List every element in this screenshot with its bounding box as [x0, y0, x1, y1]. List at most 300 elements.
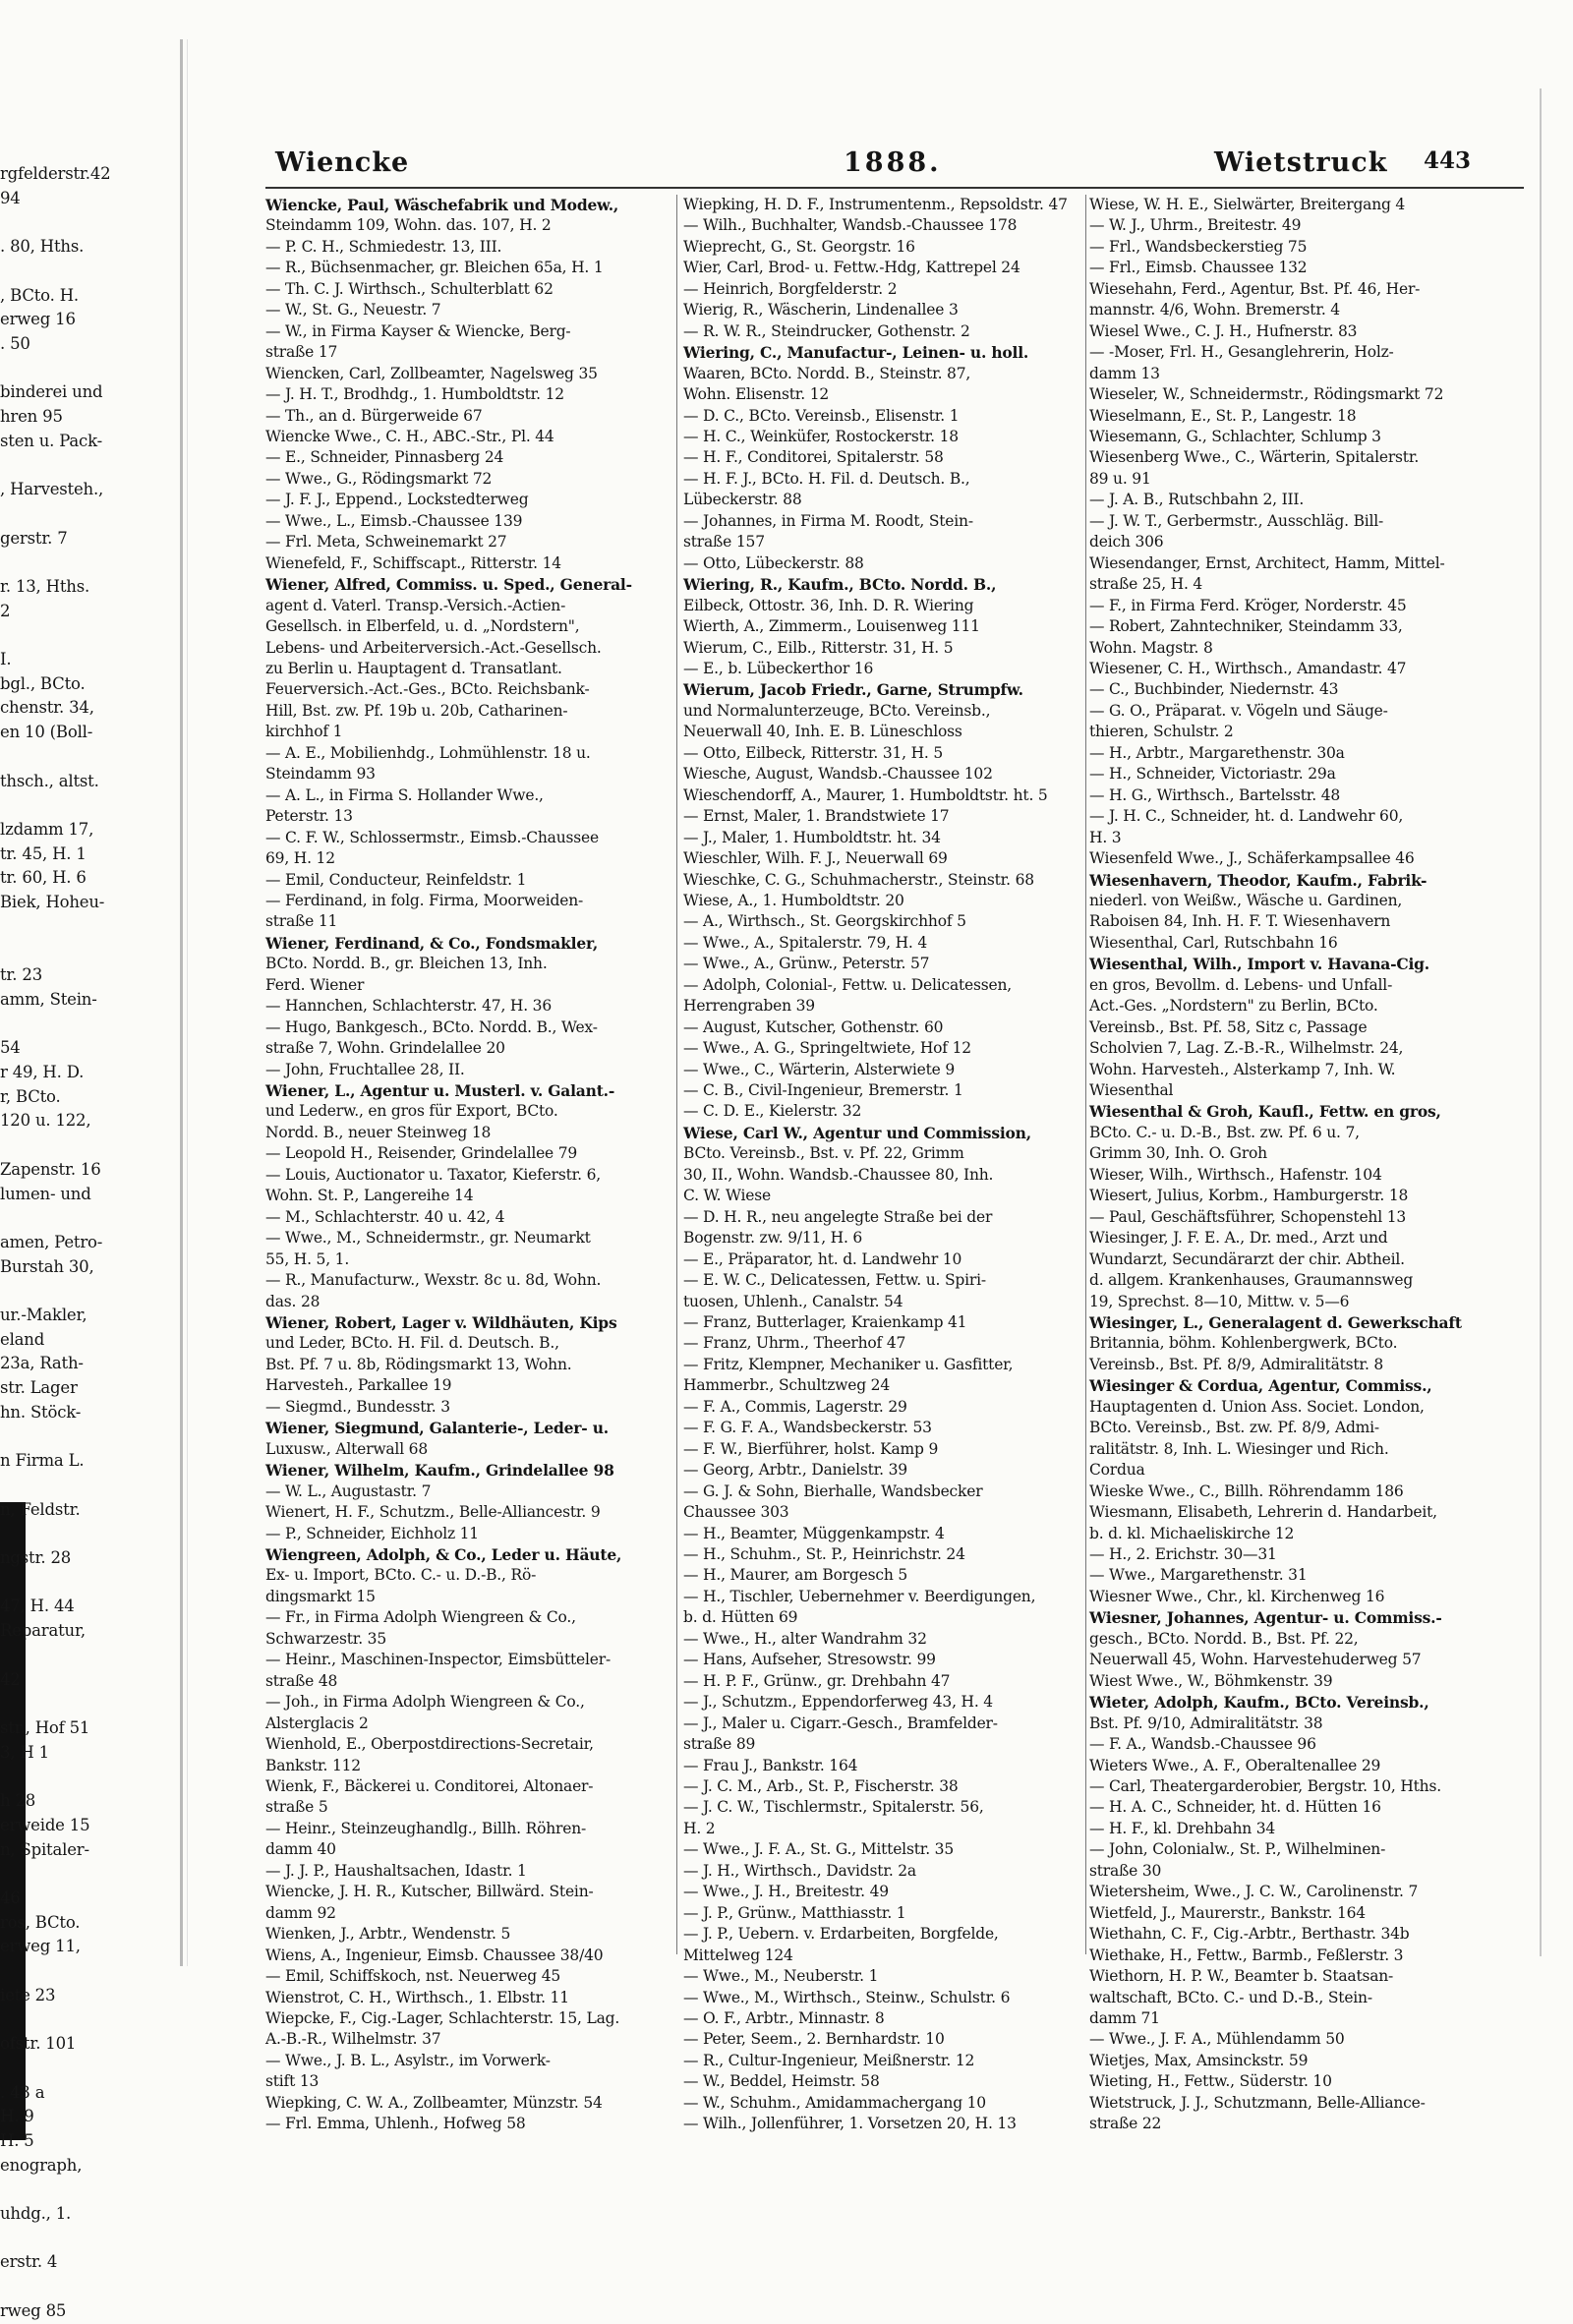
directory-entry-line: — W., St. G., Neuestr. 7 — [265, 301, 441, 320]
fragment-line: Burstah 30, — [0, 1256, 94, 1276]
fragment-line: r, BCto. — [0, 1086, 61, 1106]
directory-entry-line: — H. A. C., Schneider, ht. d. Hütten 16 — [1089, 1798, 1381, 1817]
directory-entry-line: BCto. Nordd. B., gr. Bleichen 13, Inh. — [265, 955, 548, 973]
directory-entry-line: Wienstrot, C. H., Wirthsch., 1. Elbstr. 11 — [265, 1988, 569, 2006]
directory-entry-line: Hill, Bst. zw. Pf. 19b u. 20b, Catharinen- — [265, 701, 568, 720]
directory-entry-line: — Frau J., Bankstr. 164 — [683, 1756, 858, 1774]
fragment-line: erstr. 4 — [0, 2252, 58, 2272]
fragment-line: tr. 60, H. 6 — [0, 868, 87, 888]
directory-entry-line: — Hugo, Bankgesch., BCto. Nordd. B., Wex- — [265, 1017, 598, 1036]
directory-entry-line: Wietjes, Max, Amsinckstr. 59 — [1089, 2051, 1309, 2069]
directory-entry-line: BCto. C.- u. D.-B., Bst. zw. Pf. 6 u. 7, — [1089, 1123, 1360, 1141]
directory-entry-line: — E. W. C., Delicatessen, Fettw. u. Spiri- — [683, 1271, 986, 1290]
fragment-line: binderei und — [0, 382, 103, 402]
directory-column-3 — [1089, 195, 1528, 2135]
directory-entry-line: thieren, Schulstr. 2 — [1089, 723, 1234, 741]
directory-entry-line: Peterstr. 13 — [265, 807, 353, 826]
directory-entry-line: — Otto, Eilbeck, Ritterstr. 31, H. 5 — [683, 743, 944, 762]
page-binding-edge — [187, 39, 188, 1966]
directory-entry-line: Feuerversich.-Act.-Ges., BCto. Reichsbank- — [265, 680, 590, 699]
fragment-line — [0, 1474, 167, 1498]
directory-entry-line: — G. J. & Sohn, Bierhalle, Wandsbecker — [683, 1482, 983, 1500]
directory-entry-line: Scholvien 7, Lag. Z.-B.-R., Wilhelmstr. 24, — [1089, 1039, 1404, 1058]
directory-entry-line: — Siegmd., Bundesstr. 3 — [265, 1397, 450, 1416]
directory-entry-line: — Frl., Wandsbeckerstieg 75 — [1089, 237, 1308, 256]
fragment-line: n Firma L. — [0, 1451, 85, 1471]
directory-entry-line: — Georg, Arbtr., Danielstr. 39 — [683, 1461, 907, 1480]
fragment-line: gerstr. 7 — [0, 528, 68, 548]
fragment-line — [0, 1692, 167, 1716]
directory-entry-line: Steindamm 93 — [265, 765, 376, 784]
directory-entry-line: straße 30 — [1089, 1861, 1162, 1880]
directory-entry-line: — Th., an d. Bürgerweide 67 — [265, 406, 483, 425]
directory-entry-line: Cordua — [1089, 1461, 1145, 1480]
directory-entry-line: Bankstr. 112 — [265, 1756, 361, 1774]
directory-entry-line: — H. F. J., BCto. H. Fil. d. Deutsch. B., — [683, 469, 970, 488]
directory-entry-line: Mittelweg 124 — [683, 1946, 793, 1964]
directory-entry-line: Grimm 30, Inh. O. Groh — [1089, 1144, 1267, 1163]
directory-entry-line: Wohn. Magstr. 8 — [1089, 638, 1213, 657]
directory-entry-line: Gesellsch. in Elberfeld, u. d. „Nordstern", — [265, 617, 580, 636]
directory-entry-line: zu Berlin u. Hauptagent d. Transatlant. — [265, 659, 562, 677]
column-divider — [676, 195, 677, 1954]
directory-entry-line: Wiesinger & Cordua, Agentur, Commiss., — [1089, 1376, 1432, 1396]
directory-entry-line: — Emil, Conducteur, Reinfeldstr. 1 — [265, 870, 527, 889]
directory-entry-line: — Wilh., Jollenführer, 1. Vorsetzen 20, H. 13 — [683, 2115, 1017, 2133]
directory-entry-line: — Wilh., Buchhalter, Wandsb.-Chaussee 178 — [683, 216, 1018, 235]
fragment-line: 42 — [0, 1669, 21, 1689]
directory-entry-line: Neuerwall 40, Inh. E. B. Lüneschloss — [683, 723, 962, 741]
fragment-line: 94 — [0, 188, 21, 207]
directory-entry-line: — C. F. W., Schlossermstr., Eimsb.-Chaussee — [265, 828, 599, 846]
fragment-line: H. 9 — [0, 2107, 34, 2126]
directory-entry-line: gesch., BCto. Nordd. B., Bst. Pf. 22, — [1089, 1629, 1359, 1648]
directory-entry-line: — J. H. C., Schneider, ht. d. Landwehr 60, — [1089, 807, 1404, 826]
directory-entry-line: — H., Beamter, Müggenkampstr. 4 — [683, 1524, 945, 1542]
directory-entry-line: — Heinr., Maschinen-Inspector, Eimsbütteler- — [265, 1651, 611, 1669]
directory-entry-line: — Frl. Emma, Uhlenh., Hofweg 58 — [265, 2115, 526, 2133]
directory-entry-line: Ex- u. Import, BCto. C.- u. D.-B., Rö- — [265, 1566, 537, 1585]
directory-entry-line: Luxusw., Alterwall 68 — [265, 1439, 428, 1458]
directory-entry-line: Wiepking, H. D. F., Instrumentenm., Repsoldstr. 47 — [683, 196, 1068, 213]
directory-entry-line: Wiesemann, G., Schlachter, Schlump 3 — [1089, 427, 1381, 445]
directory-entry-line: — C. D. E., Kielerstr. 32 — [683, 1102, 862, 1121]
directory-entry-line: Wiesert, Julius, Korbm., Hamburgerstr. 18 — [1089, 1187, 1409, 1205]
fragment-line: r. 13, Hths. — [0, 576, 90, 596]
fragment-line — [0, 260, 167, 284]
directory-entry-line: — J. P., Grünw., Matthiasstr. 1 — [683, 1903, 906, 1922]
directory-entry-line: mannstr. 4/6, Wohn. Bremerstr. 4 — [1089, 301, 1340, 320]
directory-entry-line: — H. C., Weinküfer, Rostockerstr. 18 — [683, 427, 959, 445]
directory-entry-line: — Wwe., M., Neuberstr. 1 — [683, 1967, 879, 1986]
directory-entry-line: — Peter, Seem., 2. Bernhardstr. 10 — [683, 2030, 945, 2049]
directory-entry-line: — H., Maurer, am Borgesch 5 — [683, 1566, 908, 1585]
directory-entry-line: Wier, Carl, Brod- u. Fettw.-Hdg, Kattrepel 24 — [683, 259, 1020, 277]
directory-entry-line: waltschaft, BCto. C.- und D.-B., Stein- — [1089, 1988, 1372, 2006]
fragment-line: I. — [0, 650, 12, 669]
directory-entry-line: Vereinsb., Bst. Pf. 58, Sitz c, Passage — [1089, 1017, 1368, 1036]
directory-entry-line: — H. F., Conditorei, Spitalerstr. 58 — [683, 448, 944, 467]
directory-entry-line: C. W. Wiese — [683, 1187, 771, 1205]
directory-entry-line: — J. H., Wirthsch., Davidstr. 2a — [683, 1861, 916, 1880]
fragment-line: enograph, — [0, 2155, 83, 2175]
directory-entry-line: — J. J. P., Haushaltsachen, Idastr. 1 — [265, 1861, 527, 1880]
directory-entry-line: deich 306 — [1089, 533, 1164, 552]
directory-entry-line: Wiesenthal, Wilh., Import v. Havana-Cig. — [1089, 955, 1429, 974]
directory-entry-line: kirchhof 1 — [265, 723, 343, 741]
directory-entry-line: Wiesinger, J. F. E. A., Dr. med., Arzt und — [1089, 1229, 1388, 1248]
fragment-line — [0, 210, 167, 235]
directory-entry-line: — J. F. J., Eppend., Lockstedterweg — [265, 491, 529, 509]
directory-entry-line: — Wwe., J. B. L., Asylstr., im Vorwerk- — [265, 2051, 551, 2069]
directory-entry-line: — J. C. M., Arb., St. P., Fischerstr. 38 — [683, 1776, 959, 1795]
directory-entry-line: — F. A., Wandsb.-Chaussee 96 — [1089, 1735, 1316, 1754]
directory-entry-line: — Heinr., Steinzeughandlg., Billh. Röhren- — [265, 1819, 587, 1837]
directory-entry-line: Wiener, Robert, Lager v. Wildhäuten, Kips — [265, 1313, 617, 1333]
fragment-line — [0, 1133, 167, 1158]
directory-entry-line: — M., Schlachterstr. 40 u. 42, 4 — [265, 1207, 505, 1226]
fragment-line — [0, 2275, 167, 2299]
page-number: 443 — [1424, 147, 1472, 174]
directory-entry-line: Wiepcke, F., Cig.-Lager, Schlachterstr. 15, Lag. — [265, 2008, 620, 2027]
fragment-line: lzdamm 17, — [0, 819, 94, 839]
directory-entry-line: Wiesenberg Wwe., C., Wärterin, Spitalerstr. — [1089, 448, 1420, 467]
fragment-line: . 43 a — [0, 2082, 45, 2102]
directory-entry-line: — Carl, Theatergarderobier, Bergstr. 10, Hths. — [1089, 1776, 1441, 1795]
directory-entry-line: — R. W. R., Steindrucker, Gothenstr. 2 — [683, 321, 970, 340]
directory-entry-line: — J., Maler u. Cigarr.-Gesch., Bramfelder- — [683, 1714, 998, 1732]
directory-entry-line: — W., in Firma Kayser & Wiencke, Berg- — [265, 321, 571, 340]
directory-entry-line: 30, II., Wohn. Wandsb.-Chaussee 80, Inh. — [683, 1165, 994, 1184]
fragment-line: 23a, Rath- — [0, 1354, 84, 1373]
directory-entry-line: d. allgem. Krankenhauses, Graumannsweg — [1089, 1271, 1414, 1290]
directory-entry-line: Wiesner, Johannes, Agentur- u. Commiss.- — [1089, 1608, 1442, 1628]
directory-entry-line: Wiencke, Paul, Wäschefabrik und Modew., — [265, 196, 619, 214]
directory-entry-line: — R., Manufacturw., Wexstr. 8c u. 8d, Wohn. — [265, 1271, 602, 1290]
directory-entry-line: — P. C. H., Schmiedestr. 13, III. — [265, 237, 502, 256]
directory-entry-line: Wiesehahn, Ferd., Agentur, Bst. Pf. 46, Her- — [1089, 279, 1421, 298]
directory-entry-line: — J. A. B., Rutschbahn 2, III. — [1089, 491, 1305, 509]
directory-entry-line: Wieske Wwe., C., Billh. Röhrendamm 186 — [1089, 1482, 1404, 1500]
directory-entry-line: damm 13 — [1089, 364, 1160, 382]
directory-entry-line: — J. C. W., Tischlermstr., Spitalerstr. 56, — [683, 1798, 984, 1817]
directory-entry-line: Wiepking, C. W. A., Zollbeamter, Münzstr. 54 — [265, 2093, 603, 2112]
directory-entry-line: Wieseler, W., Schneidermstr., Rödingsmarkt 72 — [1089, 385, 1444, 404]
directory-entry-line: — H., Schuhm., St. P., Heinrichstr. 24 — [683, 1545, 965, 1563]
directory-entry-line: Wiesenthal, Carl, Rutschbahn 16 — [1089, 933, 1338, 952]
directory-entry-line: Wiesenthal & Groh, Kaufl., Fettw. en gros, — [1089, 1102, 1441, 1122]
directory-entry-line: Wieser, Wilh., Wirthsch., Hafenstr. 104 — [1089, 1165, 1382, 1184]
directory-entry-line: — John, Colonialw., St. P., Wilhelminen- — [1089, 1840, 1386, 1859]
directory-entry-line: 69, H. 12 — [265, 849, 335, 868]
directory-entry-line: Waaren, BCto. Nordd. B., Steinstr. 87, — [683, 364, 971, 382]
directory-entry-line: — H., Tischler, Uebernehmer v. Beerdigungen, — [683, 1587, 1036, 1605]
directory-entry-line: — Robert, Zahntechniker, Steindamm 33, — [1089, 617, 1403, 636]
fragment-line: bgl., BCto. — [0, 673, 86, 693]
directory-entry-line: — Franz, Butterlager, Kraienkamp 41 — [683, 1313, 967, 1332]
directory-entry-line: — W., Schuhm., Amidammachergang 10 — [683, 2093, 986, 2112]
directory-entry-line: — Louis, Auctionator u. Taxator, Kieferstr. 6, — [265, 1165, 601, 1184]
fragment-line: amm, Stein- — [0, 989, 97, 1009]
fragment-line: str. Lager — [0, 1378, 78, 1398]
directory-entry-line: Wiese, A., 1. Humboldtstr. 20 — [683, 891, 904, 909]
directory-entry-line: 55, H. 5, 1. — [265, 1249, 350, 1268]
fragment-line: uhdg., 1. — [0, 2204, 72, 2224]
directory-entry-line: Wietfeld, J., Maurerstr., Bankstr. 164 — [1089, 1903, 1366, 1922]
fragment-line: erweg 16 — [0, 310, 76, 329]
directory-entry-line: Wiencken, Carl, Zollbeamter, Nagelsweg 35 — [265, 364, 598, 382]
directory-entry-line: — Fr., in Firma Adolph Wiengreen & Co., — [265, 1608, 576, 1627]
directory-entry-line: Wieting, H., Fettw., Süderstr. 10 — [1089, 2072, 1332, 2091]
header-rule — [265, 187, 1524, 189]
directory-entry-line: — H. P. F., Grünw., gr. Drehbahn 47 — [683, 1671, 951, 1690]
fragment-line: str., Hof 51 — [0, 1718, 90, 1737]
directory-entry-line: — Frl., Eimsb. Chaussee 132 — [1089, 259, 1308, 277]
directory-entry-line: — -Moser, Frl. H., Gesanglehrerin, Holz- — [1089, 343, 1394, 362]
directory-entry-line: — Wwe., J. H., Breitestr. 49 — [683, 1883, 889, 1901]
fragment-line: , Harvesteh., — [0, 480, 104, 499]
directory-entry-line: — Wwe., A., Grünw., Peterstr. 57 — [683, 955, 930, 973]
directory-entry-line: stift 13 — [265, 2072, 320, 2091]
directory-entry-line: und Lederw., en gros für Export, BCto. — [265, 1102, 558, 1121]
directory-entry-line: Neuerwall 45, Wohn. Harvestehuderweg 57 — [1089, 1651, 1422, 1669]
directory-entry-line: b. d. kl. Michaeliskirche 12 — [1089, 1524, 1295, 1542]
directory-entry-line: — D. C., BCto. Vereinsb., Elisenstr. 1 — [683, 406, 960, 425]
directory-entry-line: Wierum, C., Eilb., Ritterstr. 31, H. 5 — [683, 638, 954, 657]
fragment-line — [0, 2227, 167, 2251]
directory-entry-line: Wiesche, August, Wandsb.-Chaussee 102 — [683, 765, 993, 784]
directory-entry-line: — Wwe., M., Schneidermstr., gr. Neumarkt — [265, 1229, 591, 1248]
directory-entry-line: Alsterglacis 2 — [265, 1714, 369, 1732]
directory-entry-line: Harvesteh., Parkallee 19 — [265, 1376, 452, 1395]
directory-column-2 — [683, 195, 1084, 2135]
fragment-line — [0, 2007, 167, 2032]
fragment-line: . 50 — [0, 333, 30, 353]
directory-entry-line: Act.-Ges. „Nordstern" zu Berlin, BCto. — [1089, 997, 1378, 1016]
directory-entry-line: — E., Präparator, ht. d. Landwehr 10 — [683, 1249, 962, 1268]
fragment-line — [0, 793, 167, 818]
fragment-line: . 80, Hths. — [0, 237, 85, 257]
directory-entry-line: — W. L., Augustastr. 7 — [265, 1482, 432, 1500]
directory-entry-line: Wiethorn, H. P. W., Beamter b. Staatsan- — [1089, 1967, 1394, 1986]
directory-entry-line: Wiener, Ferdinand, & Co., Fondsmakler, — [265, 933, 599, 953]
directory-entry-line: — Wwe., Margarethenstr. 31 — [1089, 1566, 1308, 1585]
fragment-line: Biek, Hoheu- — [0, 893, 105, 912]
directory-entry-line: Wiengreen, Adolph, & Co., Leder u. Häute, — [265, 1545, 622, 1564]
fragment-line: 47, H. 44 — [0, 1597, 75, 1616]
directory-entry-line: damm 71 — [1089, 2008, 1160, 2027]
fragment-line — [0, 502, 167, 527]
directory-entry-line: dingsmarkt 15 — [265, 1587, 376, 1605]
directory-entry-line: Herrengraben 39 — [683, 997, 815, 1016]
directory-entry-line: — F., in Firma Ferd. Kröger, Norderstr. 45 — [1089, 596, 1407, 614]
directory-entry-line: Wiesner Wwe., Chr., kl. Kirchenweg 16 — [1089, 1587, 1385, 1605]
directory-entry-line: Wienert, H. F., Schutzm., Belle-Alliancestr. 9 — [265, 1503, 601, 1522]
directory-entry-line: — Wwe., A. G., Springeltwiete, Hof 12 — [683, 1039, 971, 1058]
fragment-line: iete 23 — [0, 1985, 56, 2004]
directory-entry-line: Wiesendanger, Ernst, Architect, Hamm, Mittel- — [1089, 553, 1445, 572]
directory-entry-line: — Wwe., J. F. A., St. G., Mittelstr. 35 — [683, 1840, 955, 1859]
directory-entry-line: Wienken, J., Arbtr., Wendenstr. 5 — [265, 1925, 511, 1944]
directory-entry-line: Wiering, C., Manufactur-, Leinen- u. holl. — [683, 343, 1029, 363]
directory-entry-line: Wierum, Jacob Friedr., Garne, Strumpfw. — [683, 680, 1023, 700]
directory-entry-line: 89 u. 91 — [1089, 469, 1151, 488]
fragment-line: Reparatur, — [0, 1621, 86, 1641]
directory-entry-line: Wiesinger, L., Generalagent d. Gewerkschaft — [1089, 1313, 1462, 1333]
directory-entry-line: — Wwe., M., Wirthsch., Steinw., Schulstr. 6 — [683, 1988, 1011, 2006]
directory-entry-line: BCto. Vereinsb., Bst. v. Pf. 22, Grimm — [683, 1144, 964, 1163]
directory-entry-line: — F. W., Bierführer, holst. Kamp 9 — [683, 1439, 939, 1458]
directory-entry-line: Wiener, Wilhelm, Kaufm., Grindelallee 98 — [265, 1461, 614, 1481]
directory-entry-line: Wundarzt, Secundärarzt der chir. Abtheil. — [1089, 1249, 1405, 1268]
directory-entry-line: Wiencke Wwe., C. H., ABC.-Str., Pl. 44 — [265, 427, 554, 445]
fragment-line — [0, 623, 167, 648]
fragment-line — [0, 1862, 167, 1887]
fragment-line: eland — [0, 1329, 45, 1349]
directory-entry-line: — Ferdinand, in folg. Firma, Moorweiden- — [265, 891, 584, 909]
fragment-line: tr. 23 — [0, 965, 42, 985]
directory-entry-line: — Leopold H., Reisender, Grindelallee 79 — [265, 1144, 578, 1163]
directory-entry-line: Wienk, F., Bäckerei u. Conditorei, Altonaer- — [265, 1776, 594, 1795]
directory-entry-line: — Wwe., H., alter Wandrahm 32 — [683, 1629, 927, 1648]
directory-entry-line: — R., Cultur-Ingenieur, Meißnerstr. 12 — [683, 2051, 975, 2069]
directory-entry-line: straße 48 — [265, 1671, 338, 1690]
directory-entry-line: — H. F., kl. Drehbahn 34 — [1089, 1819, 1276, 1837]
directory-entry-line: Wiener, L., Agentur u. Musterl. v. Galant.- — [265, 1081, 615, 1101]
directory-entry-line: Wiesenthal — [1089, 1081, 1174, 1100]
fragment-line: 2 — [0, 601, 11, 620]
directory-entry-line: — Paul, Geschäftsführer, Schopenstehl 13 — [1089, 1207, 1407, 1226]
fragment-line: hn. Stöck- — [0, 1402, 82, 1422]
directory-entry-line: Wieprecht, G., St. Georgstr. 16 — [683, 237, 915, 256]
directory-entry-line: — John, Fruchtallee 28, II. — [265, 1060, 465, 1078]
directory-entry-line: Bst. Pf. 7 u. 8b, Rödingsmarkt 13, Wohn. — [265, 1355, 572, 1373]
directory-entry-line: — Frl. Meta, Schweinemarkt 27 — [265, 533, 507, 552]
fragment-line — [0, 1013, 167, 1037]
fragment-line — [0, 1425, 167, 1450]
directory-entry-line: — F. A., Commis, Lagerstr. 29 — [683, 1397, 907, 1416]
fragment-line: lumen- und — [0, 1184, 91, 1203]
directory-entry-line: straße 11 — [265, 912, 338, 931]
directory-entry-line: — Emil, Schiffskoch, nst. Neuerweg 45 — [265, 1967, 561, 1986]
directory-entry-line: A.-B.-R., Wilhelmstr. 37 — [265, 2030, 441, 2049]
directory-entry-line: — Wwe., J. F. A., Mühlendamm 50 — [1089, 2030, 1345, 2049]
fragment-line — [0, 1522, 167, 1546]
directory-entry-line: — A. L., in Firma S. Hollander Wwe., — [265, 785, 544, 804]
fragment-line: sten u. Pack- — [0, 431, 102, 450]
directory-entry-line: — Fritz, Klempner, Mechaniker u. Gasfitter, — [683, 1355, 1014, 1373]
directory-entry-line: Wiener, Siegmund, Galanterie-, Leder- u. — [265, 1419, 609, 1438]
directory-entry-line: Wiesener, C. H., Wirthsch., Amandastr. 47 — [1089, 659, 1407, 677]
directory-entry-line: — J., Schutzm., Eppendorferweg 43, H. 4 — [683, 1693, 993, 1712]
directory-entry-line: — H., Arbtr., Margarethenstr. 30a — [1089, 743, 1345, 762]
directory-entry-line: — Franz, Uhrm., Theerhof 47 — [683, 1334, 906, 1353]
fragment-line: r 49, H. D. — [0, 1063, 85, 1082]
fragment-line: 3, H 1 — [0, 1742, 49, 1762]
fragment-line: H. 5 — [0, 2130, 34, 2150]
directory-entry-line: — Adolph, Colonial-, Fettw. u. Delicatessen, — [683, 975, 1012, 994]
fragment-line — [0, 1765, 167, 1789]
directory-entry-line: straße 17 — [265, 343, 338, 362]
fragment-line — [0, 357, 167, 381]
directory-entry-line: — C., Buchbinder, Niedernstr. 43 — [1089, 680, 1339, 699]
directory-entry-line: tuosen, Uhlenh., Canalstr. 54 — [683, 1292, 903, 1310]
directory-entry-line: Wiesenfeld Wwe., J., Schäferkampsallee 46 — [1089, 849, 1415, 868]
directory-entry-line: — Ernst, Maler, 1. Brandstwiete 17 — [683, 807, 950, 826]
directory-entry-line: Wieselmann, E., St. P., Langestr. 18 — [1089, 406, 1357, 425]
fragment-line: ofstr. 101 — [0, 2034, 77, 2054]
fragment-line: tr. 45, H. 1 — [0, 843, 87, 863]
page-binding — [180, 39, 183, 1966]
directory-entry-line: — R., Büchsenmacher, gr. Bleichen 65a, H. 1 — [265, 259, 604, 277]
directory-entry-line: Vereinsb., Bst. Pf. 8/9, Admiralitätstr. 8 — [1089, 1355, 1384, 1373]
directory-entry-line: Wieschendorff, A., Maurer, 1. Humboldtstr. ht. 5 — [683, 785, 1048, 804]
directory-entry-line: — Wwe., L., Eimsb.-Chaussee 139 — [265, 511, 523, 530]
fragment-line: , BCto. H. — [0, 285, 79, 305]
fragment-line — [0, 1279, 167, 1304]
directory-entry-line: Wieschke, C. G., Schuhmacherstr., Steinstr. 68 — [683, 870, 1034, 889]
running-head-right: Wietstruck — [1214, 147, 1388, 178]
directory-entry-line: Wiese, W. H. E., Sielwärter, Breitergang 4 — [1089, 196, 1406, 213]
directory-entry-line: und Normalunterzeuge, BCto. Vereinsb., — [683, 701, 991, 720]
directory-entry-line: Wieschler, Wilh. F. J., Neuerwall 69 — [683, 849, 948, 868]
directory-entry-line: Bogenstr. zw. 9/11, H. 6 — [683, 1229, 863, 1248]
directory-entry-line: Wietstruck, J. J., Schutzmann, Belle-Alliance- — [1089, 2093, 1426, 2112]
fragment-line: rweg 85 — [0, 2300, 67, 2320]
directory-entry-line: Wierth, A., Zimmerm., Louisenweg 111 — [683, 617, 980, 636]
page-edge — [1540, 88, 1542, 1956]
fragment-line: rgfelderstr.42 — [0, 164, 111, 183]
directory-entry-line: Wiese, Carl W., Agentur und Commission, — [683, 1123, 1031, 1142]
directory-entry-line: — J. H. T., Brodhdg., 1. Humboldtstr. 12 — [265, 385, 564, 404]
column-divider — [1085, 195, 1086, 1954]
directory-entry-line: straße 7, Wohn. Grindelallee 20 — [265, 1039, 505, 1058]
directory-entry-line: Wienefeld, F., Schiffscapt., Ritterstr. 14 — [265, 553, 561, 572]
fragment-line: en 10 (Boll- — [0, 723, 93, 742]
running-head-left: Wiencke — [275, 147, 410, 178]
fragment-line: ngstr. 28 — [0, 1548, 72, 1568]
directory-entry-line: straße 89 — [683, 1735, 756, 1754]
fragment-line: 46 — [0, 1888, 21, 1907]
directory-entry-line: Wieter, Adolph, Kaufm., BCto. Vereinsb., — [1089, 1693, 1429, 1713]
directory-entry-line: — Th. C. J. Wirthsch., Schulterblatt 62 — [265, 279, 553, 298]
directory-entry-line: — E., Schneider, Pinnasberg 24 — [265, 448, 504, 467]
fragment-line: hren 95 — [0, 407, 63, 427]
directory-entry-line: Nordd. B., neuer Steinweg 18 — [265, 1123, 492, 1141]
directory-entry-line: Wietersheim, Wwe., J. C. W., Carolinenstr. 7 — [1089, 1883, 1419, 1901]
fragment-line: 120 u. 122, — [0, 1111, 91, 1131]
fragment-line — [0, 2178, 167, 2202]
directory-entry-line: — D. H. R., neu angelegte Straße bei der — [683, 1207, 993, 1226]
fragment-line: 54 — [0, 1038, 21, 1058]
directory-entry-line: — C. B., Civil-Ingenieur, Bremerstr. 1 — [683, 1081, 963, 1100]
fragment-line: ur.-Makler, — [0, 1306, 87, 1325]
fragment-line — [0, 1206, 167, 1231]
directory-entry-line: Wierig, R., Wäscherin, Lindenallee 3 — [683, 301, 959, 320]
directory-entry-line: — A., Wirthsch., St. Georgskirchhof 5 — [683, 912, 966, 931]
directory-entry-line: — F. G. F. A., Wandsbeckerstr. 53 — [683, 1419, 932, 1437]
directory-entry-line: — Wwe., A., Spitalerstr. 79, H. 4 — [683, 933, 928, 952]
directory-entry-line: straße 22 — [1089, 2115, 1162, 2133]
fragment-line: n, Spitaler- — [0, 1839, 89, 1859]
directory-entry-line: — J. W. T., Gerbermstr., Ausschläg. Bill- — [1089, 511, 1384, 530]
directory-entry-line: Chaussee 303 — [683, 1503, 789, 1522]
directory-entry-line: Wiens, A., Ingenieur, Eimsb. Chaussee 38/40 — [265, 1946, 604, 1964]
directory-entry-line: Lebens- und Arbeiterversich.-Act.-Gesellsch. — [265, 638, 602, 657]
fragment-line: erweide 15 — [0, 1815, 90, 1834]
fragment-line — [0, 453, 167, 478]
directory-entry-line: — H., Schneider, Victoriastr. 29a — [1089, 765, 1336, 784]
